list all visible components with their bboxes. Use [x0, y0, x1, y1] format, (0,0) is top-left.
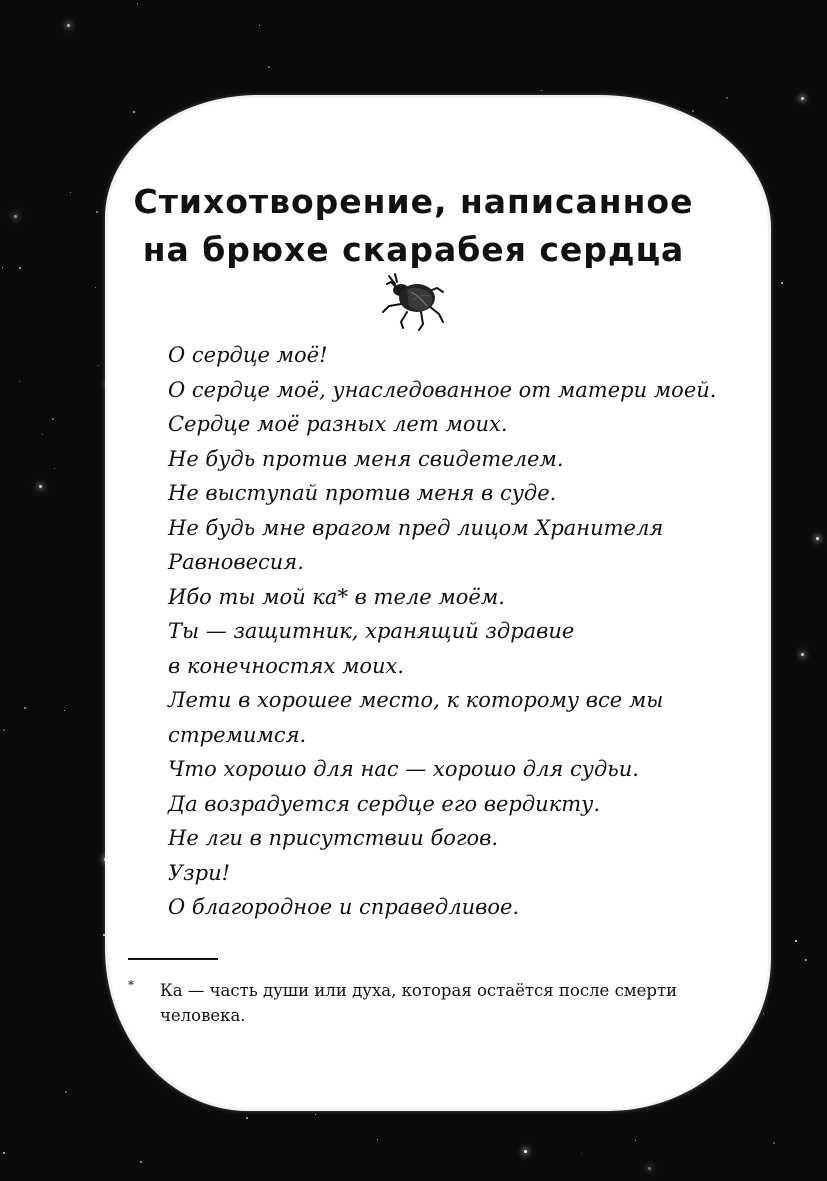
poem-line: стремимся. [168, 722, 307, 747]
poem-line: Не будь против меня свидетелем. [168, 446, 564, 471]
star [98, 365, 99, 366]
poem-line: в конечностях моих. [168, 653, 405, 678]
star [246, 1117, 248, 1119]
poem-line: О благородное и справедливое. [168, 895, 520, 919]
poem-line: О сердце моё! [168, 343, 328, 367]
star [692, 110, 694, 112]
star [801, 653, 804, 656]
star [648, 1167, 651, 1170]
star [524, 1150, 527, 1153]
star [541, 90, 542, 91]
poem-line: Не будь мне врагом пред лицом Хранителя [168, 515, 664, 540]
star [763, 1013, 764, 1014]
poem-line: Ты — защитник, хранящий здравие [168, 619, 575, 643]
star [435, 1110, 436, 1111]
star [19, 381, 20, 382]
star [65, 1091, 67, 1093]
poem-line: Сердце моё разных лет моих. [168, 412, 508, 436]
poem-line: Ибо ты мой ка* в теле моём. [168, 584, 505, 609]
poem-line: Лети в хорошее место, к которому все мы [168, 688, 664, 712]
footnote-text: Ка — часть души или духа, которая остаётся после смерти человека. [160, 981, 678, 1025]
star [801, 97, 804, 100]
star [581, 1153, 582, 1154]
star [103, 934, 105, 936]
star [635, 1140, 636, 1141]
star [781, 282, 783, 284]
star [816, 537, 819, 540]
star [140, 1161, 142, 1163]
scarab-beetle-icon [377, 270, 449, 332]
star [54, 468, 55, 469]
poem-line: Что хорошо для нас — хорошо для судьи. [168, 757, 639, 781]
star [259, 25, 260, 26]
star [42, 434, 43, 435]
star [52, 418, 54, 420]
title-line-1: Стихотворение, написанное [133, 182, 694, 221]
footnote-divider [128, 958, 218, 960]
star [315, 1114, 316, 1115]
star [64, 710, 65, 711]
star [95, 287, 96, 288]
footnote-marker: * [128, 978, 134, 992]
star [133, 111, 135, 113]
poem-line: Не лги в присутствии богов. [168, 826, 499, 850]
poem-line: Да возрадуется сердце его вердикту. [168, 791, 601, 816]
poem-line: О сердце моё, унаследованное от матери моей. [168, 377, 717, 402]
poem-line: Узри! [168, 860, 231, 885]
star [39, 485, 42, 488]
star [137, 3, 138, 4]
poem-text [168, 338, 728, 925]
star [795, 940, 797, 942]
star [3, 729, 5, 731]
star [377, 1139, 378, 1140]
star [3, 1152, 5, 1154]
star [104, 858, 107, 861]
page-title [0, 178, 827, 274]
star [726, 97, 728, 99]
poem-line: Равновесия. [168, 550, 304, 574]
star [24, 707, 26, 709]
star [268, 66, 270, 68]
poem-line: Не выступай против меня в суде. [168, 481, 557, 505]
star [805, 959, 807, 961]
star [773, 1142, 775, 1144]
title-line-2: на брюхе скарабея сердца [142, 230, 685, 269]
star [67, 24, 70, 27]
